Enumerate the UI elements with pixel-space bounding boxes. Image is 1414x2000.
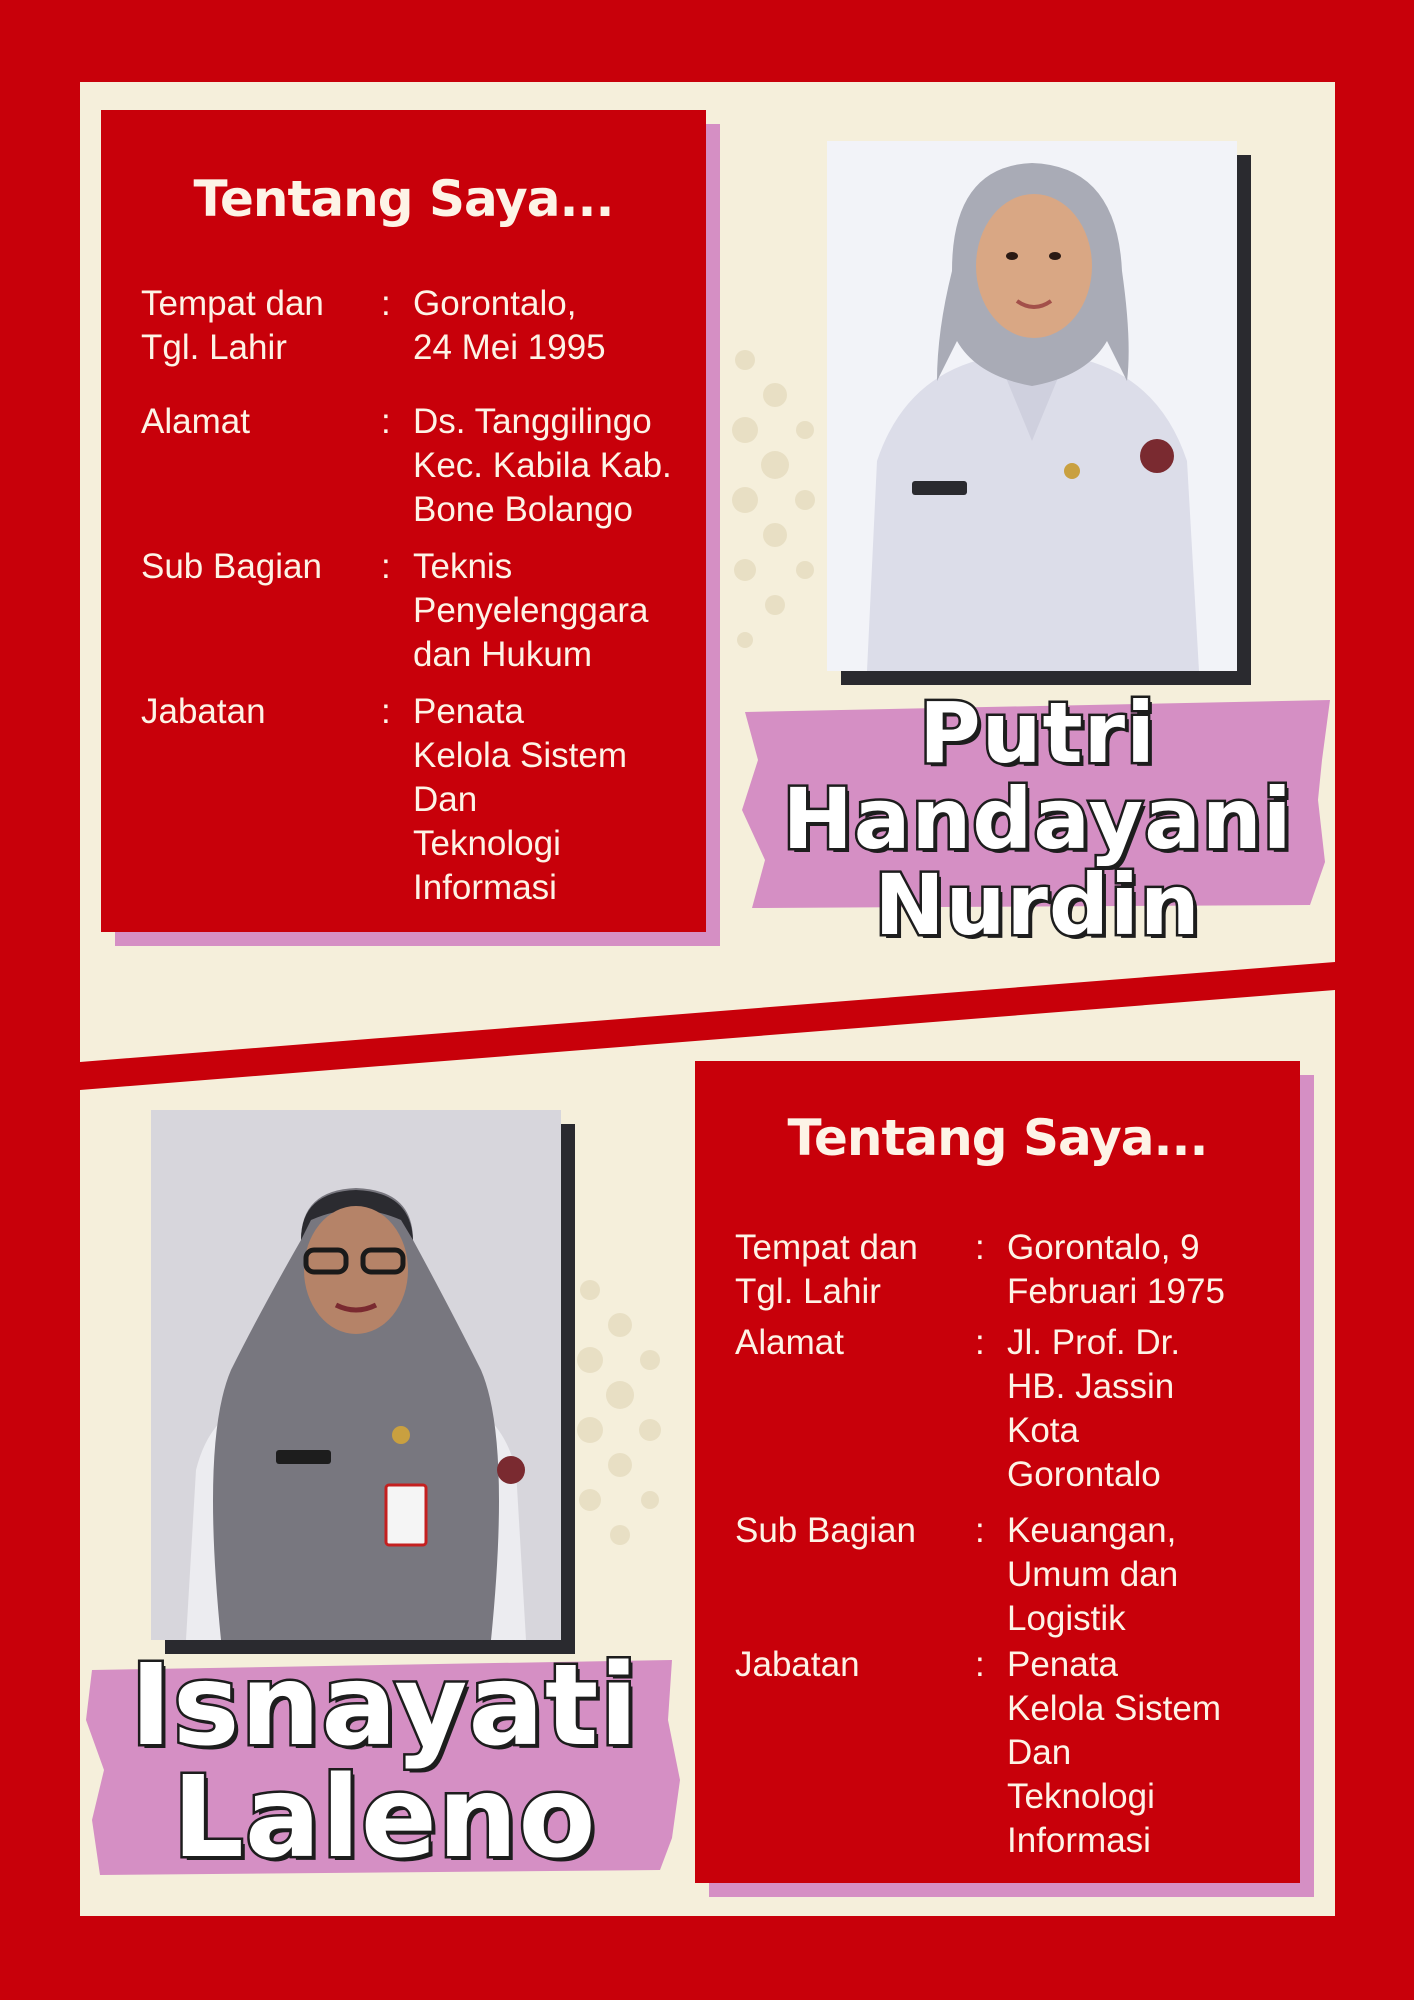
label-line: Tgl. Lahir [735,1272,881,1311]
label-line: Sub Bagian [141,547,322,586]
value-line: Teknis [413,547,513,586]
value-line: Bone Bolango [413,490,633,529]
colon: : [975,1228,985,1267]
card-title: Tentang Saya... [193,170,614,228]
label-line: Jabatan [735,1645,860,1684]
value-line: dan Hukum [413,635,592,674]
colon: : [381,284,391,323]
field-position [141,690,693,910]
colon: : [381,692,391,731]
value-line: Teknologi [1007,1777,1155,1816]
field-position [735,1643,1287,1863]
label-line: Sub Bagian [735,1511,916,1550]
value-line: Februari 1975 [1007,1272,1225,1311]
value-line: Informasi [413,868,557,907]
about-card-1 [101,110,706,932]
profile-photo-2 [151,1110,561,1640]
colon: : [381,402,391,441]
person-portrait-image [827,141,1237,671]
value-line: Keuangan, [1007,1511,1177,1550]
colon: : [975,1645,985,1684]
label-line: Tgl. Lahir [141,328,287,367]
label-line: Tempat dan [735,1228,918,1267]
name-line: Nurdin [874,856,1201,954]
name-line: Laleno [172,1753,597,1883]
field-birth [141,282,693,370]
field-subdivision [141,545,693,677]
person-name-1 [745,684,1330,954]
about-card-2 [695,1061,1300,1883]
value-line: Logistik [1007,1599,1126,1638]
value-line: 24 Mei 1995 [413,328,606,367]
value-line: Informasi [1007,1821,1151,1860]
name-line: Putri [919,684,1156,782]
value-line: Kelola Sistem [1007,1689,1221,1728]
name-line: Isnayati [130,1641,639,1771]
colon: : [975,1323,985,1362]
value-line: Penyelenggara [413,591,649,630]
field-subdivision [735,1509,1287,1641]
profile-photo-1 [827,141,1237,671]
value-line: Gorontalo, [413,284,577,323]
name-line: Handayani [782,770,1293,868]
label-line: Jabatan [141,692,266,731]
label-line: Tempat dan [141,284,324,323]
value-line: Jl. Prof. Dr. [1007,1323,1181,1362]
colon: : [381,547,391,586]
person-portrait-image [151,1110,561,1640]
value-line: Kec. Kabila Kab. [413,446,672,485]
value-line: Ds. Tanggilingo [413,402,652,441]
field-address [141,400,693,532]
field-birth [735,1226,1287,1314]
colon: : [975,1511,985,1550]
value-line: Penata [413,692,524,731]
value-line: Dan [1007,1733,1072,1772]
label-line: Alamat [735,1323,844,1362]
value-line: Kota [1007,1411,1079,1450]
label-line: Alamat [141,402,250,441]
field-address [735,1321,1287,1497]
value-line: Teknologi [413,824,561,863]
value-line: HB. Jassin [1007,1367,1175,1406]
value-line: Gorontalo [1007,1455,1161,1494]
card-title: Tentang Saya... [787,1109,1208,1167]
value-line: Kelola Sistem [413,736,627,775]
value-line: Umum dan [1007,1555,1179,1594]
value-line: Gorontalo, 9 [1007,1228,1200,1267]
value-line: Penata [1007,1645,1118,1684]
person-name-2 [92,1641,677,1883]
value-line: Dan [413,780,478,819]
